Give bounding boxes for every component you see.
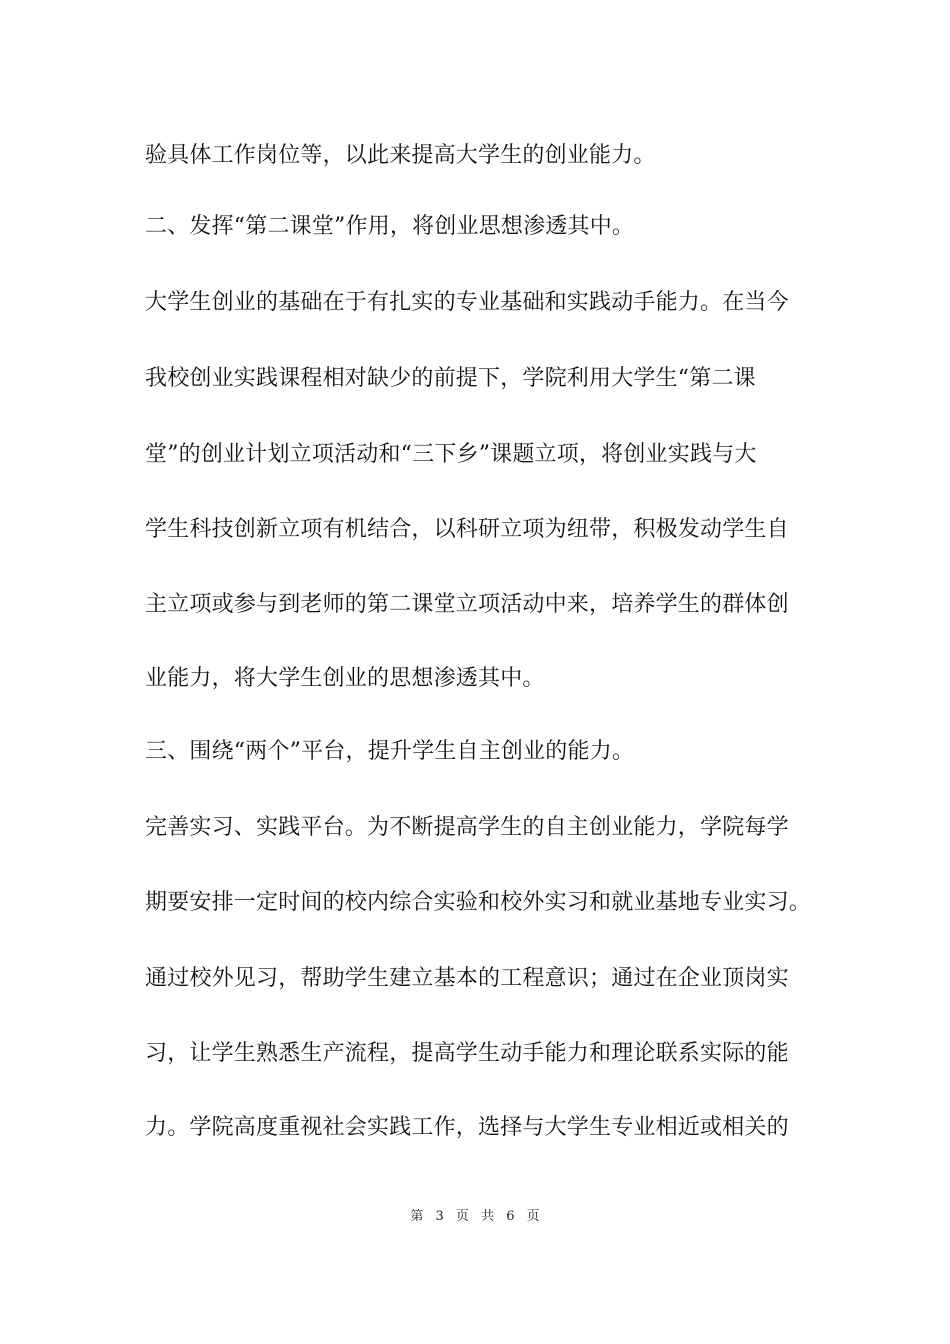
footer-current-page: 3 (435, 1209, 444, 1224)
section-heading: 三、围绕“两个”平台，提升学生自主创业的能力。 (145, 739, 635, 764)
paragraph-line: 业能力，将大学生创业的思想渗透其中。 (145, 666, 545, 691)
paragraph-line: 我校创业实践课程相对缺少的前提下，学院利用大学生“第二课 (145, 366, 756, 391)
paragraph-line: 主立项或参与到老师的第二课堂立项活动中来，培养学生的群体创 (145, 592, 789, 617)
section-heading: 二、发挥“第二课堂”作用，将创业思想渗透其中。 (145, 214, 635, 239)
paragraph-line: 力。学院高度重视社会实践工作，选择与大学生专业相近或相关的 (145, 1115, 789, 1140)
footer-suffix: 页 (526, 1209, 540, 1224)
page-footer (0, 1208, 950, 1226)
footer-prefix: 第 (410, 1209, 424, 1224)
footer-total-prefix: 共 (481, 1209, 495, 1224)
paragraph-line: 验具体工作岗位等，以此来提高大学生的创业能力。 (145, 143, 656, 168)
paragraph-line: 通过校外见习，帮助学生建立基本的工程意识；通过在企业顶岗实 (145, 966, 789, 991)
paragraph-line: 期要安排一定时间的校内综合实验和校外实习和就业基地专业实习。 (145, 890, 812, 915)
paragraph-line: 习，让学生熟悉生产流程，提高学生动手能力和理论联系实际的能 (145, 1041, 789, 1066)
paragraph-line: 学生科技创新立项有机结合，以科研立项为纽带，积极发动学生自 (145, 517, 789, 542)
paragraph-line: 完善实习、实践平台。为不断提高学生的自主创业能力，学院每学 (145, 815, 789, 840)
paragraph-line: 大学生创业的基础在于有扎实的专业基础和实践动手能力。在当今 (145, 290, 789, 315)
footer-total-pages: 6 (506, 1209, 515, 1224)
footer-page-word: 页 (455, 1209, 469, 1224)
paragraph-line: 堂”的创业计划立项活动和“三下乡”课题立项，将创业实践与大 (145, 442, 757, 467)
